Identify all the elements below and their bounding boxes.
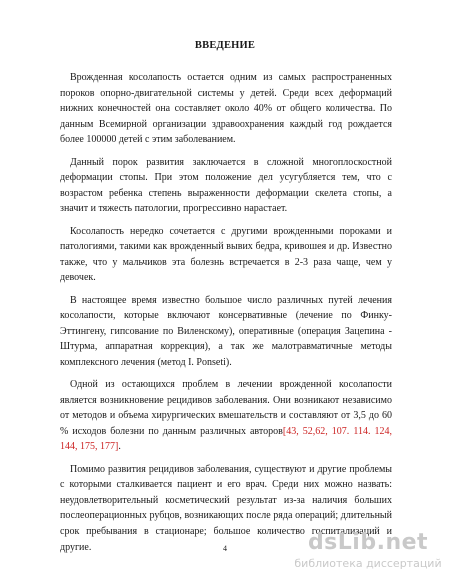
paragraph-5 [60,377,392,455]
watermark-main-text: dsLib.net [307,530,429,555]
watermark-sub-text: библиотека диссертаций [294,557,442,570]
page-number: 4 [223,544,227,553]
dslib-watermark-logo [292,530,444,574]
document-body [60,70,392,562]
paragraph-2: Данный порок развития заключается в сложной многоплоскостной деформации стопы. При этом положение дел усугубляется тем, что с возрастом ребенка степень выраженности деформации скелета стопы, а значит и тяжесть патологии, прогрессивно нарастает. [60,156,392,215]
citation-end: . [118,441,121,453]
paragraph-1: Врожденная косолапость остается одним из самых распространенных пороков опорно-двигательной системы у детей. Среди всех деформаций нижних конечностей она составляет около 40% от общего количества. По данным Всемирной организации здравоохранения каждый год рождается более 100000 детей с этим заболеванием. [60,72,392,146]
citation-link[interactable]: [43, 52,62, 107. 114. 124, 144, 175, 177] [60,425,392,453]
paragraph-4: В настоящее время известно большое число различных путей лечения косолапости, которые включают консервативные (лечение по Финку-Эттингену, гипсование по Виленскому), оперативные (операция Зацепина - Штурма, аппаратная коррекция), а так же малотравматичные методы комплексного лечения (метод I. Ponseti). [60,294,392,368]
page-title: ВВЕДЕНИЕ [194,40,256,51]
paragraph-3: Косолапость нередко сочетается с другими врожденными пороками и патологиями, такими как врожденный вывих бедра, кривошея и др. Известно также, что у мальчиков эта болезнь встречается в 2-3 раза чаще, чем у девочек. [60,225,392,284]
paragraph-5-text: Одной из остающихся проблем в лечении врожденной косолапости является возникновение рецидивов заболевания. Они возникают независимо от методов и объема хирургических вмешательств и составляют от 3,5 до 60 % исходов болезни по данным различных авторов [60,379,392,437]
paragraph-6: Помимо развития рецидивов заболевания, существуют и другие проблемы с которыми сталкивается пациент и его врач. Среди них можно назвать: неудовлетворительный косметический результат из-за наличия больших послеоперационных рубцов, возникающих после ряда операций; длительный срок пребывания в стационаре; большое количество госпитализаций и другие. [60,463,392,553]
